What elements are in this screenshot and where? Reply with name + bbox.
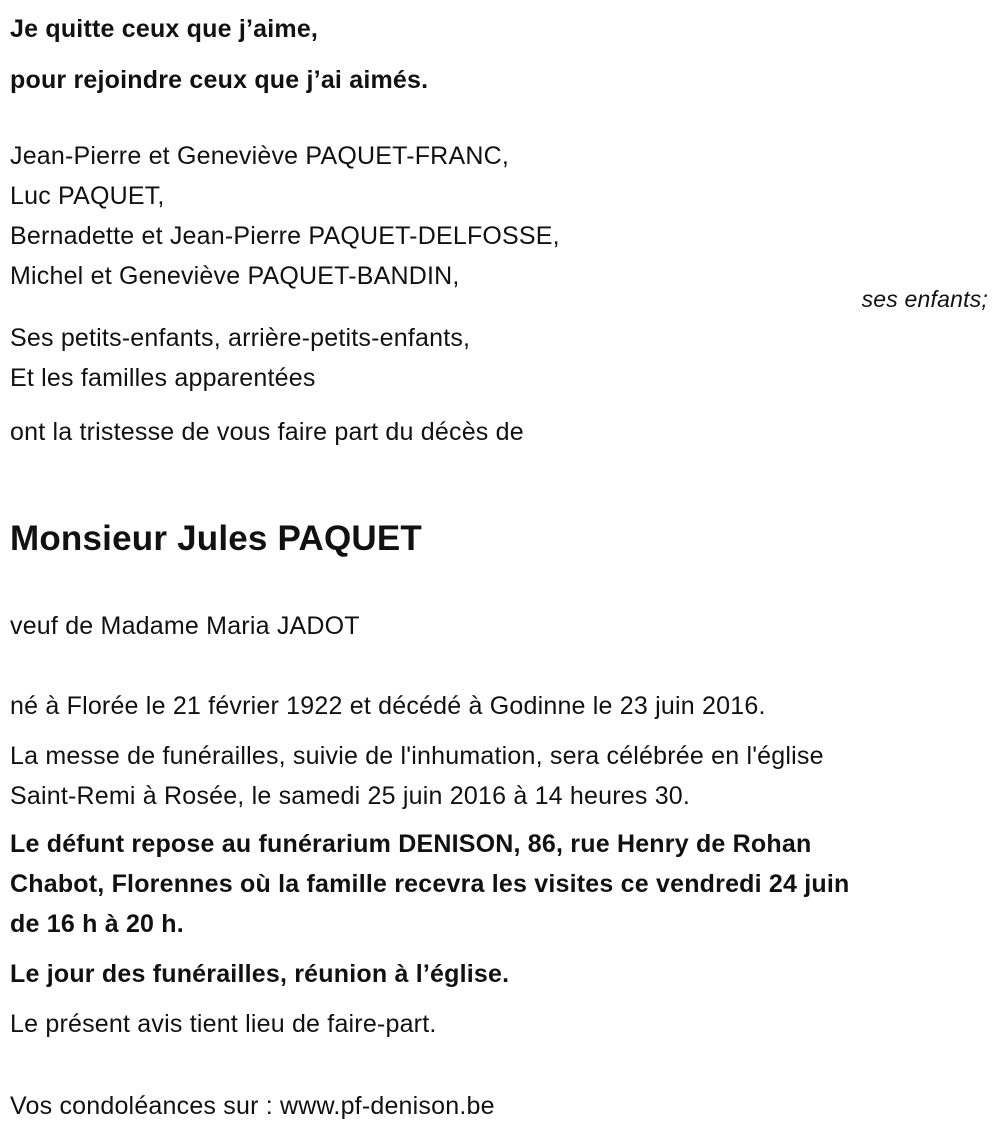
mass-line: La messe de funérailles, suivie de l'inhumation, sera célébrée en l'église: [10, 742, 824, 770]
visitation-line: Le défunt repose au funérarium DENISON, 86, rue Henry de Rohan: [10, 830, 812, 858]
family-line: Et les familles apparentées: [10, 364, 316, 392]
epigraph-line-1: Je quitte ceux que j’aime,: [10, 15, 319, 43]
condolences-label: Vos condoléances sur :: [10, 1092, 281, 1120]
visitation-line: de 16 h à 20 h.: [10, 910, 184, 938]
announcement: ont la tristesse de vous faire part du décès de: [10, 418, 524, 446]
child-entry: Jean-Pierre et Geneviève PAQUET-FRANC,: [10, 142, 509, 170]
deceased-name: Monsieur Jules PAQUET: [10, 519, 422, 558]
widower-of: veuf de Madame Maria JADOT: [10, 612, 360, 640]
visitation-line: Chabot, Florennes où la famille recevra les visites ce vendredi 24 juin: [10, 870, 850, 898]
notice: Le présent avis tient lieu de faire-part.: [10, 1010, 437, 1038]
condolences-link[interactable]: www.pf-denison.be: [280, 1092, 495, 1120]
family-line: Ses petits-enfants, arrière-petits-enfants,: [10, 324, 471, 352]
condolences: [10, 1091, 495, 1121]
birth-death: né à Florée le 21 février 1922 et décédé à Godinne le 23 juin 2016.: [10, 692, 766, 720]
mass-line: Saint-Remi à Rosée, le samedi 25 juin 2016 à 14 heures 30.: [10, 782, 691, 810]
child-entry: Bernadette et Jean-Pierre PAQUET-DELFOSSE,: [10, 222, 560, 250]
epigraph-line-2: pour rejoindre ceux que j’ai aimés.: [10, 66, 429, 94]
children-label: ses enfants;: [861, 286, 988, 312]
meeting-info: Le jour des funérailles, réunion à l’église.: [10, 960, 510, 988]
child-entry: Luc PAQUET,: [10, 182, 165, 210]
child-entry: Michel et Geneviève PAQUET-BANDIN,: [10, 262, 460, 290]
